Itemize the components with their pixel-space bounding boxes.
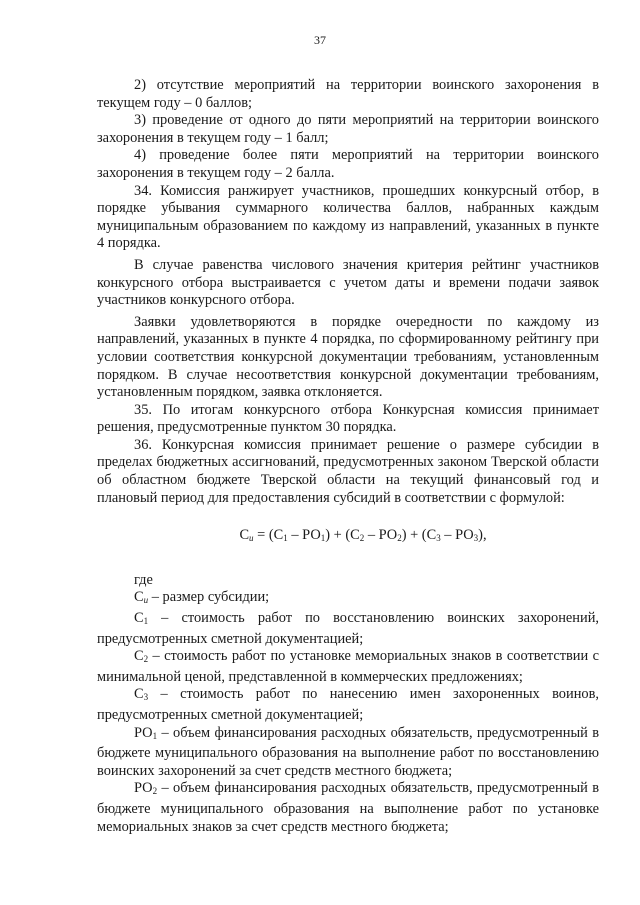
definition-c3: $С_3$ – стоимость работ по нанесению имен захороненных воинов, предусмотренных сметной документацией; [97,686,599,723]
page-number: 37 [314,33,326,47]
paragraph: 2) отсутствие мероприятий на территории воинского захоронения в текущем году – 0 баллов; [97,77,599,111]
paragraph: 4) проведение более пяти мероприятий на территории воинского захоронения в текущем году – 2 балла. [97,147,599,181]
definition-c2: $С_2$ – стоимость работ по установке мемориальных знаков в соответствии с минимальной ценой, представленной в коммерческих предложениях; [97,648,599,685]
definition-ro1: $РО_1$ – объем финансирования расходных обязательств, предусмотренный в бюджете муниципального образования на выполнение работ по восстановлению воинских захоронений за счет средств местного бюджета; [97,724,599,779]
definition-c1: $С_1$ – стоимость работ по восстановлению воинских захоронений, предусмотренных сметной документацией; [97,610,599,647]
paragraph: 35. По итогам конкурсного отбора Конкурсная комиссия принимает решения, предусмотренные пунктом 30 порядка. [97,401,599,436]
paragraph: 36. Конкурсная комиссия принимает решение о размере субсидии в пределах бюджетных ассигнований, предусмотренных законом Тверской области об областном бюджете Тверской области на текущий финансовый год и плановый период для предоставления субсидий в соответствии с формулой: [97,436,599,506]
where-label: где [134,571,153,588]
definition-ro2: $РО_2$ – объем финансирования расходных обязательств, предусмотренный в бюджете муниципального образования на выполнение работ по установке мемориальных знаков за счет средств местного бюджета; [97,780,599,835]
definition-c-i: $С_и$ – размер субсидии; [134,589,270,606]
paragraph: 34. Комиссия ранжирует участников, прошедших конкурсный отбор, в порядке убывания суммарного количества баллов, набранных каждым муниципальным образованием по каждому из направлений, указанных в пункте 4 порядка. [97,182,599,252]
paragraph: В случае равенства числового значения критерия рейтинг участников конкурсного отбора выстраивается с учетом даты и времени подачи заявок участников конкурсного отбора. [97,256,599,309]
paragraph: 3) проведение от одного до пяти мероприятий на территории воинского захоронения в текущем году – 1 балл; [97,112,599,146]
document-body [97,77,599,836]
subsidy-formula: $С_и = (С_1 - РО_1) + (С_2 - РО_2) + (С_3 - РО_3)$, [239,527,487,544]
paragraph: Заявки удовлетворяются в порядке очередности по каждому из направлений, указанных в пункте 4 порядка, по сформированному рейтингу при условии соответствия конкурсной документации требованиям, установленным порядком. В случае несоответствия конкурсной документации требованиям, установленным порядком, заявка отклоняется. [97,313,599,401]
